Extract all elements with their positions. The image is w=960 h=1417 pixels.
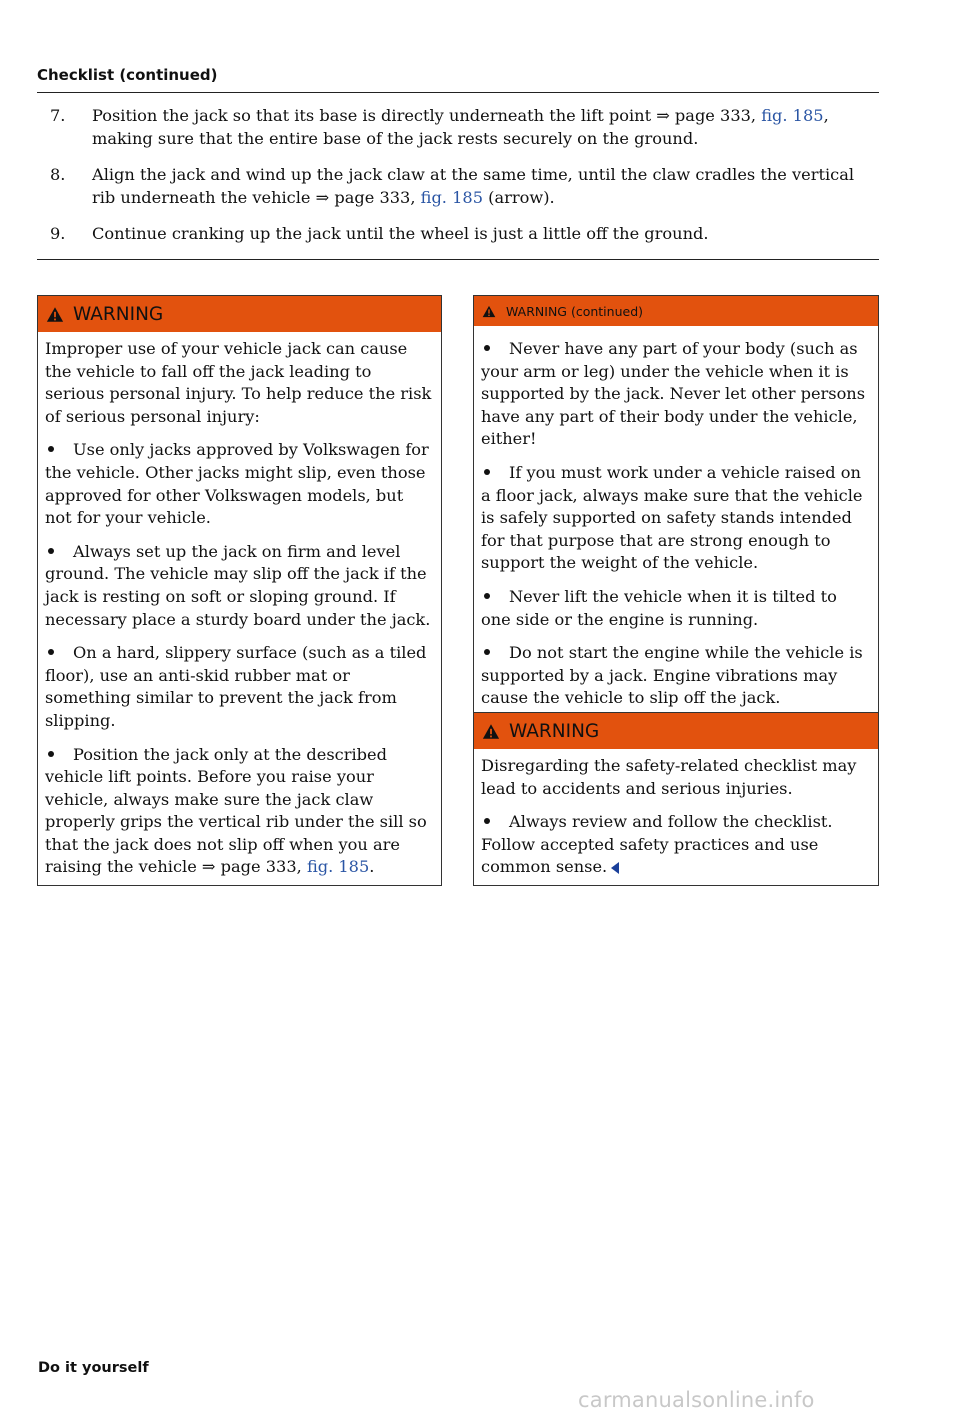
checklist-steps (50, 104, 880, 258)
warning-bullet: Always review and follow the checklist. Follow accepted safety practices and use common sense. (481, 812, 833, 877)
step-text-cont: (arrow). (483, 188, 555, 207)
step-number: 8. (50, 165, 66, 184)
header-divider (37, 92, 879, 93)
bullet-dot (48, 751, 54, 757)
footer-section-title: Do it yourself (38, 1360, 149, 1376)
warning-box-jack-use (37, 295, 442, 886)
bullet-dot (484, 345, 490, 351)
warning-bullet: Position the jack only at the described vehicle lift points. Before you raise your vehicle, always make sure the jack claw properly grips the vertical rib under the sill so that the jack does not slip off when you are raising the vehicle ⇒ page 333, fig. 185. (45, 744, 427, 877)
step-text: Continue cranking up the jack until the wheel is just a little off the ground. (92, 224, 709, 243)
bullet-dot (48, 548, 54, 554)
step-text-cont: , making sure that the entire base of the jack rests securely on the ground. (92, 106, 829, 148)
figure-link[interactable]: fig. 185 (306, 857, 370, 877)
warning-closing: Follow accepted safety practices and use common sense. (481, 834, 819, 877)
step-9 (50, 222, 880, 245)
figure-link[interactable]: fig. 185 (761, 106, 824, 125)
bullet-dot (484, 469, 490, 475)
bullet-dot (48, 649, 54, 655)
warning-title: WARNING (73, 303, 164, 325)
bullet-dot (484, 649, 490, 655)
warning-bullet: Use only jacks approved by Volkswagen for the vehicle. Other jacks might slip, even those approved for other Volkswagen models, but not for your vehicle. (45, 440, 429, 528)
warning-bullet: On a hard, slippery surface (such as a tiled floor), use an anti-skid rubber mat or something similar to prevent the jack from slipping. (45, 643, 427, 730)
warning-bullet: Always set up the jack on firm and level ground. The vehicle may slip off the jack if the jack is resting on soft or sloping ground. If necessary place a sturdy board under the jack. (45, 541, 431, 629)
warning-intro: Disregarding the safety-related checklist may lead to accidents and serious injuries. (481, 756, 857, 798)
step-7 (50, 104, 880, 150)
step-text: Align the jack and wind up the jack claw at the same time, until the claw cradles the vertical rib underneath the vehicle ⇒ page 333, (92, 165, 855, 207)
step-8 (50, 163, 880, 209)
warning-box-continued (473, 295, 879, 717)
warning-triangle-icon (46, 306, 64, 323)
warning-bullet: If you must work under a vehicle raised on a floor jack, always make sure that the vehicle is safely supported on safety stands intended for that purpose that are strong enough to support the weight of the vehicle. (481, 462, 863, 573)
warning-intro: Improper use of your vehicle jack can cause the vehicle to fall off the jack leading to serious personal injury. To help reduce the risk of serious personal injury: (45, 339, 432, 426)
figure-link[interactable]: fig. 185 (420, 188, 483, 207)
page-header-title: Checklist (continued) (37, 66, 218, 84)
warning-bullet: Never have any part of your body (such as your arm or leg) under the vehicle when it is supported by the jack. Never let other persons have any part of their body under the vehicle, either! (481, 339, 866, 449)
section-end-icon (611, 862, 619, 874)
warning-title: WARNING (509, 720, 600, 742)
warning-header (474, 296, 878, 326)
bullet-dot (484, 593, 490, 599)
warning-header (474, 713, 878, 749)
warning-bullet: Never lift the vehicle when it is tilted to one side or the engine is running. (481, 586, 837, 629)
bullet-dot (484, 818, 490, 824)
bullet-dot (48, 446, 54, 452)
steps-divider (37, 259, 879, 260)
step-number: 9. (50, 224, 66, 243)
step-number: 7. (50, 106, 66, 125)
site-watermark: carmanualsonline.info (578, 1388, 815, 1412)
step-text: Position the jack so that its base is directly underneath the lift point ⇒ page 333, (92, 106, 762, 125)
warning-bullet: Do not start the engine while the vehicle is supported by a jack. Engine vibrations may cause the vehicle to slip off the jack. (481, 643, 863, 708)
warning-box-checklist (473, 712, 879, 886)
warning-title: WARNING (continued) (506, 303, 643, 319)
warning-header (38, 296, 441, 332)
warning-triangle-icon (482, 723, 500, 740)
warning-triangle-icon (482, 305, 496, 318)
